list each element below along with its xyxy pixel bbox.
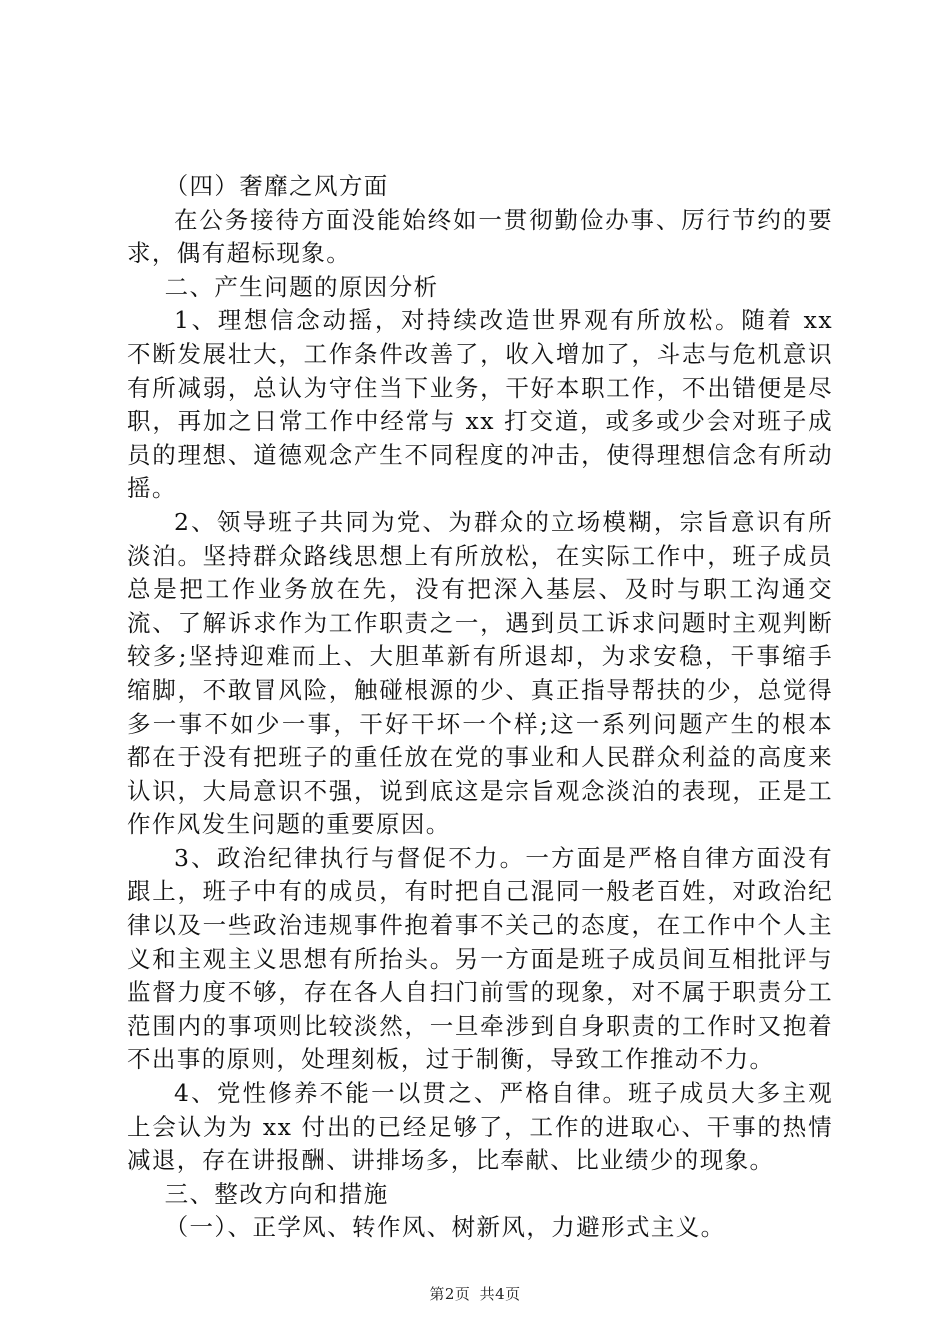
- page-number: 第2页: [429, 1285, 471, 1303]
- paragraph-cause-1: 1、理想信念动摇，对持续改造世界观有所放松。随着 xx 不断发展壮大，工作条件改善了，收入增加了，斗志与危机意识有所减弱，总认为守住当下业务，干好本职工作，不出错便是尽职，再加之日常工作中经常与 xx 打交道，或多或少会对班子成员的理想、道德观念产生不同程度的冲击，使得理想信念有所动摇。: [127, 306, 833, 503]
- document-body: [127, 170, 833, 1245]
- page-total: 共4页: [479, 1285, 521, 1303]
- paragraph-cause-4: 4、党性修养不能一以贯之、严格自律。班子成员大多主观上会认为为 xx 付出的已经足够了，工作的进取心、干事的热情减退，存在讲报酬、讲排场多，比奉献、比业绩少的现象。: [127, 1079, 833, 1175]
- paragraph-reception: 在公务接待方面没能始终如一贯彻勤俭办事、厉行节约的要求，偶有超标现象。: [127, 205, 833, 268]
- section-heading-extravagance: （四）奢靡之风方面: [164, 172, 389, 200]
- subsection-heading-1: （一）、正学风、转作风、树新风，力避形式主义。: [164, 1213, 726, 1242]
- paragraph-cause-3: 3、政治纪律执行与督促不力。一方面是严格自律方面没有跟上，班子中有的成员，有时把自己混同一般老百姓，对政治纪律以及一些政治违规事件抱着事不关己的态度，在工作中个人主义和主观主义思想有所抬头。另一方面是班子成员间互相批评与监督力度不够，存在各人自扫门前雪的现象，对不属于职责分工范围内的事项则比较淡然，一旦牵涉到自身职责的工作时又抱着不出事的原则，处理刻板，过于制衡，导致工作推动不力。: [127, 843, 833, 1074]
- paragraph-cause-2: 2、领导班子共同为党、为群众的立场模糊，宗旨意识有所淡泊。坚持群众路线思想上有所放松，在实际工作中，班子成员总是把工作业务放在先，没有把深入基层、及时与职工沟通交流、了解诉求作为工作职责之一，遇到员工诉求问题时主观判断较多;坚持迎难而上、大胆革新有所退却，为求安稳，干事缩手缩脚，不敢冒风险，触碰根源的少、真正指导帮扶的少，总觉得多一事不如少一事，干好干坏一个样;这一系列问题产生的根本都在于没有把班子的重任放在党的事业和人民群众利益的高度来认识，大局意识不强，说到底这是宗旨观念淡泊的表现，正是工作作风发生问题的重要原因。: [127, 507, 833, 839]
- section-heading-causes: 二、产生问题的原因分析: [164, 272, 439, 301]
- page-footer: [0, 1283, 950, 1304]
- section-heading-rectification: 三、整改方向和措施: [164, 1179, 389, 1208]
